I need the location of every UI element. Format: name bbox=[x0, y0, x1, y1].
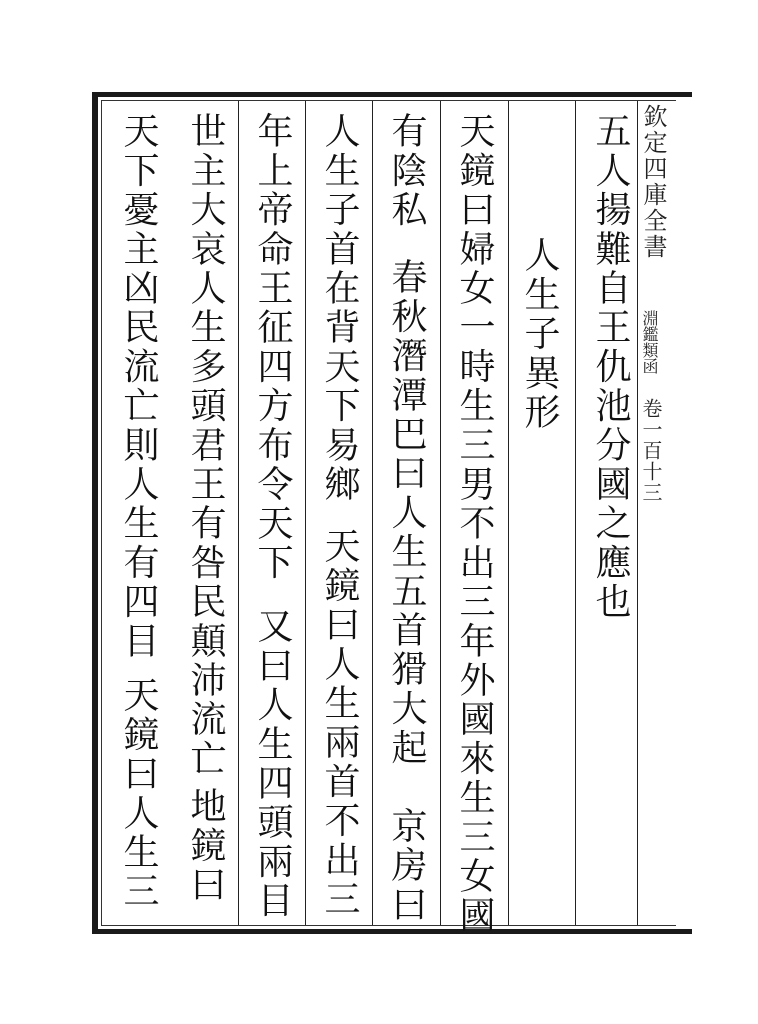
column-rule bbox=[238, 101, 239, 925]
section-heading: 人生子異形 bbox=[519, 236, 560, 432]
margin-section: 淵鑑類函 bbox=[640, 310, 659, 374]
text-column-6-bottom: 又曰人生四頭兩目 bbox=[252, 607, 293, 921]
column-rule bbox=[508, 101, 509, 925]
text-column-7-top: 世主大哀人生多頭君王有咎民顛沛流亡 bbox=[185, 112, 226, 779]
text-column-4-bottom: 春秋潛潭巴曰人生五首猾大起 京房曰 bbox=[386, 258, 427, 925]
margin-volume: 卷一百十三 bbox=[639, 398, 663, 503]
text-column-7-bottom: 地鏡曰 bbox=[185, 787, 226, 905]
text-column-8-top: 天下憂主凶民流亡則人生有四目 bbox=[118, 112, 159, 661]
text-column-6-top: 年上帝命王征四方布令天下 bbox=[252, 112, 293, 583]
text-column-1-top: 五人揚難自王仇池分國之應也 bbox=[590, 112, 631, 622]
margin-book-title: 欽定四庫全書 bbox=[639, 104, 667, 260]
column-rule bbox=[637, 101, 638, 925]
text-column-8-bottom: 天鏡曰人生三 bbox=[118, 676, 159, 912]
column-rule bbox=[440, 101, 441, 925]
column-rule bbox=[575, 101, 576, 925]
text-column-5-bottom: 天鏡曰人生兩首不出三 bbox=[319, 527, 360, 919]
column-rule bbox=[372, 101, 373, 925]
text-column-5-top: 人生子首在背天下易鄉 bbox=[319, 112, 360, 504]
text-column-3-top: 天鏡曰婦女一時生三男不出三年外國來生三女國 bbox=[454, 112, 495, 936]
column-rule bbox=[305, 101, 306, 925]
text-column-4-top: 有陰私 bbox=[386, 112, 427, 230]
